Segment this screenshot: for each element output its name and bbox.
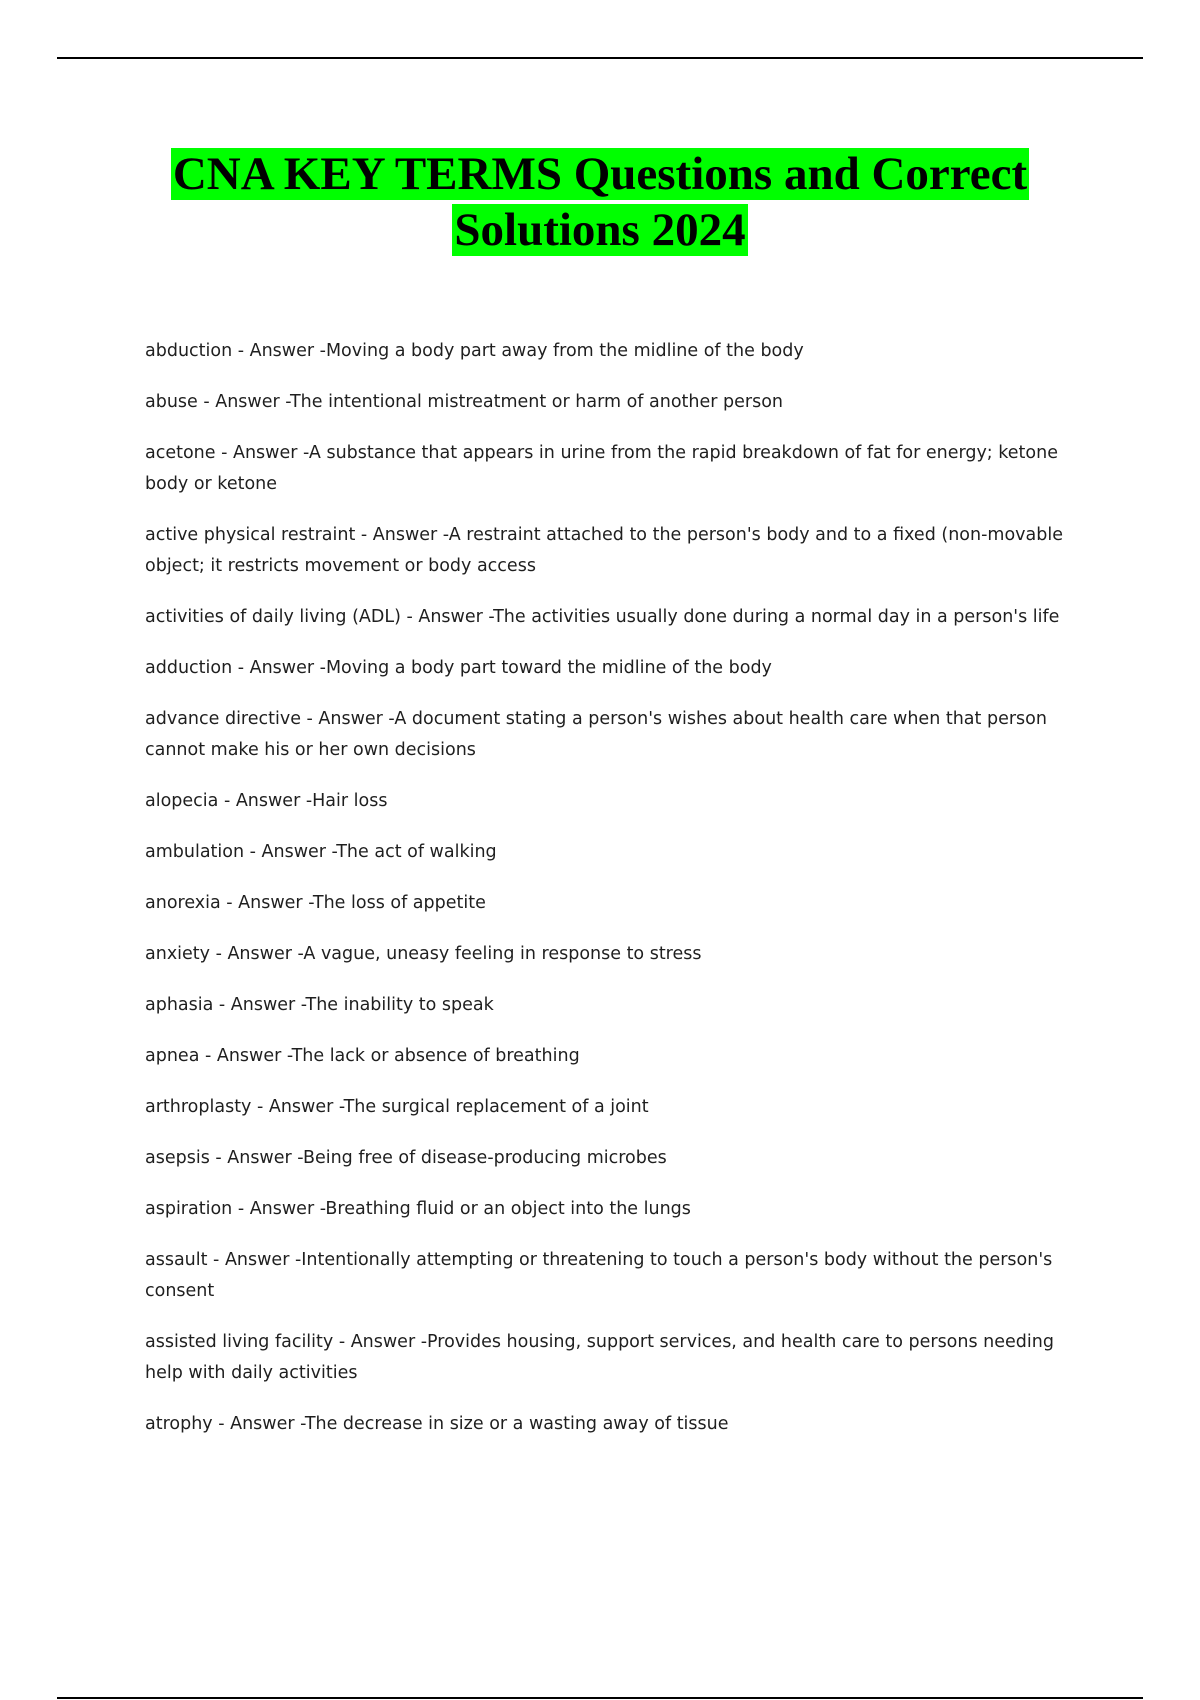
title-line-1: CNA KEY TERMS Questions and Correct bbox=[172, 148, 1028, 200]
term-item: adduction - Answer -Moving a body part toward the midline of the body bbox=[145, 658, 772, 678]
term-item: arthroplasty - Answer -The surgical replacement of a joint bbox=[145, 1097, 649, 1117]
terms-list bbox=[145, 336, 1085, 1460]
term-item: acetone - Answer -A substance that appears in urine from the rapid breakdown of fat for energy; ketone body or ketone bbox=[145, 443, 1058, 494]
top-rule bbox=[57, 57, 1143, 59]
term-item: atrophy - Answer -The decrease in size or a wasting away of tissue bbox=[145, 1414, 729, 1434]
term-item: assault - Answer -Intentionally attempting or threatening to touch a person's body without the person's consent bbox=[145, 1250, 1053, 1301]
term-item: activities of daily living (ADL) - Answer -The activities usually done during a normal day in a person's life bbox=[145, 607, 1060, 627]
term-item: advance directive - Answer -A document stating a person's wishes about health care when that person cannot make his or her own decisions bbox=[145, 709, 1047, 760]
document-title bbox=[0, 146, 1200, 258]
term-item: aphasia - Answer -The inability to speak bbox=[145, 995, 494, 1015]
term-item: aspiration - Answer -Breathing fluid or an object into the lungs bbox=[145, 1199, 691, 1219]
term-item: asepsis - Answer -Being free of disease-producing microbes bbox=[145, 1148, 667, 1168]
term-item: abduction - Answer -Moving a body part away from the midline of the body bbox=[145, 341, 804, 361]
term-item: apnea - Answer -The lack or absence of breathing bbox=[145, 1046, 580, 1066]
term-item: ambulation - Answer -The act of walking bbox=[145, 842, 497, 862]
term-item: abuse - Answer -The intentional mistreatment or harm of another person bbox=[145, 392, 783, 412]
term-item: anxiety - Answer -A vague, uneasy feeling in response to stress bbox=[145, 944, 702, 964]
term-item: alopecia - Answer -Hair loss bbox=[145, 791, 388, 811]
term-item: active physical restraint - Answer -A restraint attached to the person's body and to a fixed (non-movable object; it restricts movement or body access bbox=[145, 525, 1063, 576]
title-line-2: Solutions 2024 bbox=[454, 204, 746, 256]
bottom-rule bbox=[57, 1697, 1143, 1699]
term-item: anorexia - Answer -The loss of appetite bbox=[145, 893, 486, 913]
term-item: assisted living facility - Answer -Provides housing, support services, and health care to persons needing help with daily activities bbox=[145, 1332, 1054, 1383]
